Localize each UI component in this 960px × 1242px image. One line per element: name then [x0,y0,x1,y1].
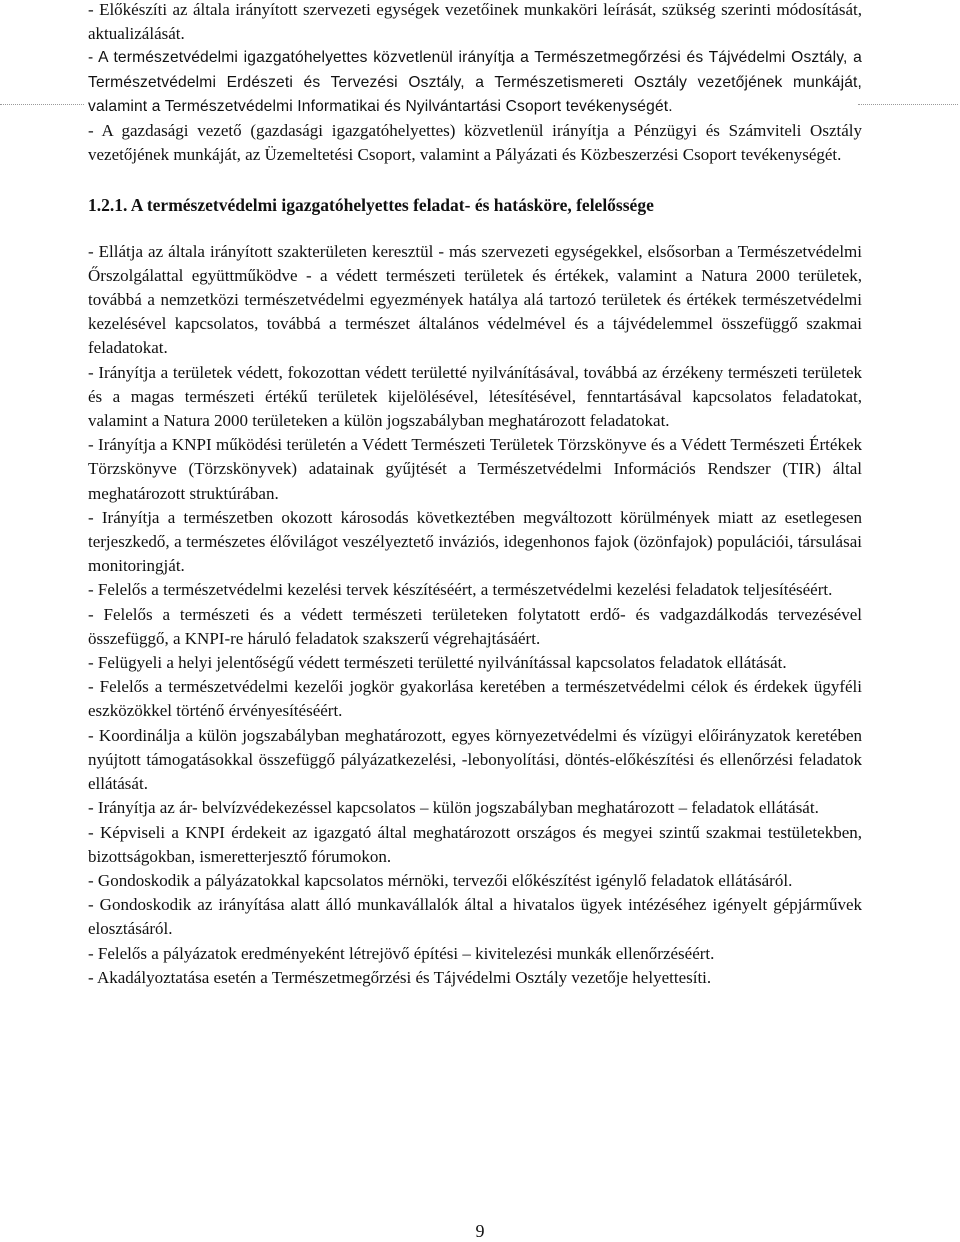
paragraph-intro-3: - A gazdasági vezető (gazdasági igazgatóhelyettes) közvetlenül irányítja a Pénzügyi és Számviteli Osztály vezetőjének munkáját, az Üzemeltetési Csoport, valamint a Pályázati és Közbeszerzési Csoport tevékenységét. [88,121,862,165]
paragraph-duty-2: - Irányítja a területek védett, fokozottan védett területté nyilvánításával, továbbá az érzékeny természeti területek és a magas természeti értékű területek kijelölésével, létesítésével, fenntartásával kapcsolatos feladatokat, valamint a Natura 2000 területeken a külön jogszabályban meghatározott feladatokat. [88,362,862,431]
paragraph-duty-10: - Irányítja az ár- belvízvédekezéssel kapcsolatos – külön jogszabályban meghatározott – feladatok ellátását. [88,798,819,818]
section-heading: 1.2.1. A természetvédelmi igazgatóhelyettes feladat- és hatásköre, felelőssége [88,195,654,216]
spacer [88,167,862,189]
paragraph-duty-9: - Koordinálja a külön jogszabályban meghatározott, egyes környezetvédelmi és vízügyi előirányzatok keretében nyújtott támogatásokkal összefüggő pályázatkezelési, -lebonyolítási, döntés-előkészítési és ellenőrzési feladatok ellátását. [88,725,862,794]
spacer [88,218,862,240]
scan-artifact-right [858,104,958,106]
paragraph-duty-13: - Gondoskodik az irányítása alatt álló munkavállalók által a hivatalos ügyek intézéséhez igényelt gépjárművek elosztásáról. [88,895,862,939]
paragraph-duty-7: - Felügyeli a helyi jelentőségű védett természeti területté nyilvánítással kapcsolatos feladatok ellátását. [88,653,787,673]
paragraph-duty-14: - Felelős a pályázatok eredményeként létrejövő építési – kivitelezési munkák ellenőrzéséért. [88,943,715,963]
paragraph-duty-11: - Képviseli a KNPI érdekeit az igazgató által meghatározott országos és megyei szintű szakmai testületekben, bizottságokban, ismeretterjesztő fórumokon. [88,822,862,866]
document-body [88,0,862,990]
scan-artifact-left [0,104,84,106]
paragraph-duty-1: - Ellátja az általa irányított szakterületen keresztül - más szervezeti egységekkel, elsősorban a Természetvédelmi Őrszolgálattal együttműködve - a védett természeti területek és értékek, valamint a Natura 2000 területek, továbbá a nemzetközi természetvédelmi egyezmények hatálya alá tartozó területek és értékek természetvédelmi kezelésével kapcsolatos, továbbá a természet általános védelmével és a tájvédelemmel összefüggő szakmai feladatokat. [88,241,862,358]
paragraph-duty-8: - Felelős a természetvédelmi kezelői jogkör gyakorlása keretében a természetvédelmi célok és érdekek ügyféli eszközökkel történő érvényesítéséért. [88,677,862,721]
paragraph-duty-3: - Irányítja a KNPI működési területén a Védett Természeti Területek Törzskönyve és a Védett Természeti Értékek Törzskönyve (Törzskönyvek) adatainak gyűjtését a Természetvédelmi Információs Rendszer (TIR) által meghatározott struktúrában. [88,435,862,503]
paragraph-duty-4: - Irányítja a természetben okozott károsodás következtében megváltozott körülmények miatt az esetlegesen terjeszkedő, a természetes élővilágot veszélyeztető inváziós, idegenhonos fajok (özönfajok) populációi, társulásai monitoringját. [88,507,862,576]
paragraph-intro-2: - A természetvédelmi igazgatóhelyettes közvetlenül irányítja a Természetmegőrzési és Tájvédelmi Osztály, a Természetvédelmi Erdészeti és Tervezési Osztály, a Természetismereti Osztály vezetőjének munkáját, valamint a Természetvédelmi Informatikai és Nyilvántartási Csoport tevékenységét. [88,49,862,115]
paragraph-duty-6: - Felelős a természeti és a védett természeti területeken folytatott erdő- és vadgazdálkodás tervezésével összefüggő, a KNPI-re háruló feladatok szakszerű végrehajtásáért. [88,604,862,648]
paragraph-duty-5: - Felelős a természetvédelmi kezelési tervek készítéséért, a természetvédelmi kezelési feladatok teljesítéséért. [88,580,833,600]
paragraph-intro-1: - Előkészíti az általa irányított szervezeti egységek vezetőinek munkaköri leírását, szükség szerinti módosítását, aktualizálását. [88,0,862,44]
paragraph-duty-12: - Gondoskodik a pályázatokkal kapcsolatos mérnöki, tervezői előkészítést igénylő feladatok ellátásáról. [88,870,793,890]
paragraph-duty-15: - Akadályoztatása esetén a Természetmegőrzési és Tájvédelmi Osztály vezetője helyettesíti. [88,967,712,987]
page-number: 9 [475,1221,485,1241]
